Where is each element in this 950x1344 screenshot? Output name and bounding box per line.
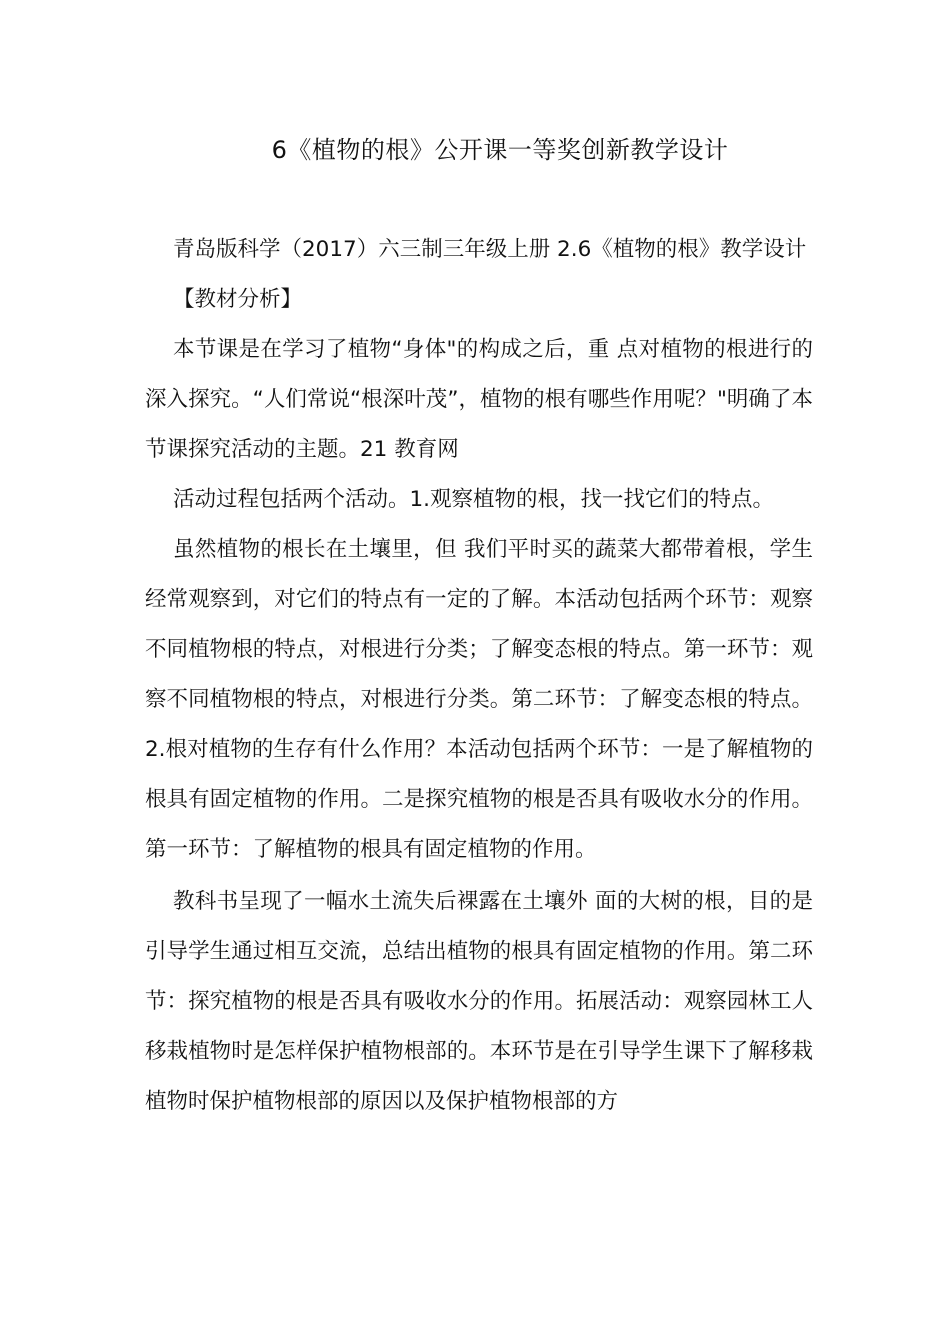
paragraph-activity-details: 虽然植物的根长在土壤里，但 我们平时买的蔬菜大都带着根，学生经常观察到，对它们的特点有一定的了解。本活动包括两个环节：观察不同植物根的特点，对根进行分类；了解变态根的特点。第一环节：观察不同植物根的特点，对根进行分类。第二环节：了解变态根的特点。2.根对植物的生存有什么作用？本活动包括两个环节：一是了解植物的根具有固定植物的作用。二是探究植物的根是否具有吸收水分的作用。第一环节：了解植物的根具有固定植物的作用。: [145, 537, 813, 862]
paragraph-intro: 本节课是在学习了植物“身体"的构成之后，重 点对植物的根进行的深入探究。“人们常说“根深叶茂”，植物的根有哪些作用呢？"明确了本节课探究活动的主题。21 教育网: [145, 337, 813, 462]
paragraph-textbook: 教科书呈现了一幅水土流失后裸露在土壤外 面的大树的根，目的是引导学生通过相互交流，总结出植物的根具有固定植物的作用。第二环节：探究植物的根是否具有吸收水分的作用。拓展活动：观察园林工人移栽植物时是怎样保护植物根部的。本环节是在引导学生课下了解移栽植物时保护植物根部的原因以及保护植物根部的方: [145, 889, 813, 1114]
paragraph-subtitle: 青岛版科学（2017）六三制三年级上册 2.6《植物的根》教学设计: [173, 237, 807, 262]
document-title: 6《植物的根》公开课一等奖创新教学设计: [271, 136, 729, 164]
paragraph-activities: 活动过程包括两个活动。1.观察植物的根，找一找它们的特点。: [173, 487, 775, 512]
section-heading-material-analysis: 【教材分析】: [173, 287, 303, 312]
document-body: [145, 225, 813, 1127]
